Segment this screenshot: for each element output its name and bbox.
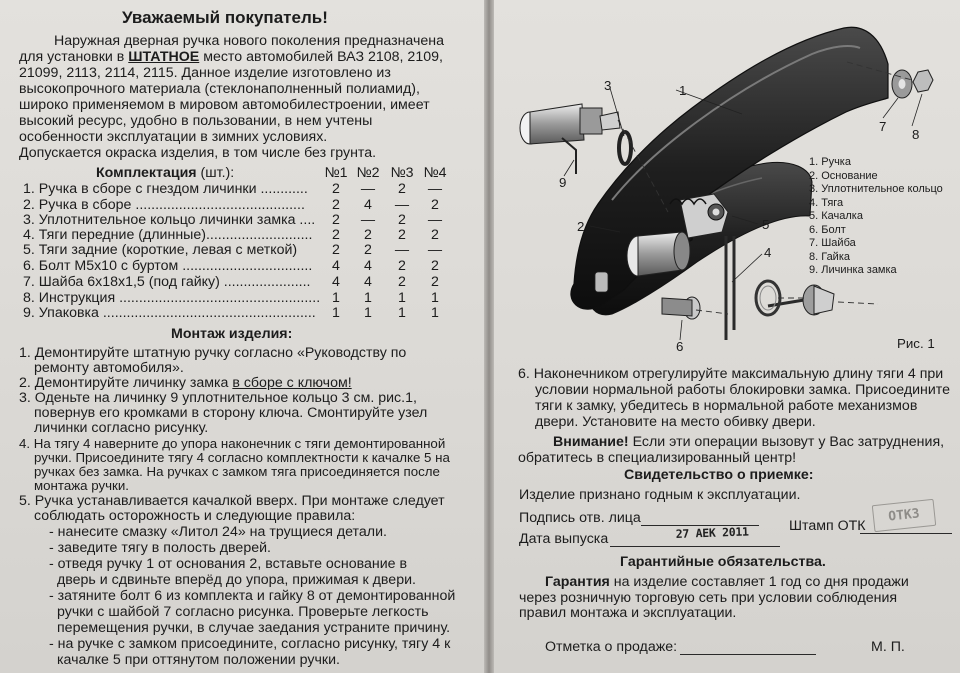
kit-cell: — xyxy=(360,181,376,197)
bolt-part xyxy=(662,297,700,319)
with-key-emphasis: в сборе с ключом! xyxy=(232,375,352,391)
kit-cell: 4 xyxy=(332,258,340,274)
step-6-line: 6. Наконечником отрегулируйте максимальную длину тяги 4 при xyxy=(518,366,944,382)
mount-step-1: 1. Демонтируйте штатную ручку согласно «Руководству по xyxy=(19,345,407,361)
legend-item: 2. Основание xyxy=(809,170,878,182)
mount-rule-cont: качалке 5 при оттянутом положении ручки. xyxy=(57,652,340,668)
stamp-line xyxy=(860,533,952,534)
mount-step-4-cont: монтажа ручки. xyxy=(34,478,129,493)
mount-step-3-cont: повернув его кромками в сторону ключа. Смонтируйте узел xyxy=(34,405,428,421)
kit-column-header: №1 xyxy=(324,165,348,181)
acceptance-heading: Свидетельство о приемке: xyxy=(624,467,814,483)
kit-cell: 2 xyxy=(431,197,439,213)
lock-cylinder-part xyxy=(520,104,620,174)
date-label: Дата выпуска xyxy=(519,531,609,547)
kit-row-label: 8. Инструкция ................................................... xyxy=(23,290,321,306)
mount-step-4: 4. На тягу 4 наверните до упора наконечник с тяги демонтированной xyxy=(19,436,446,451)
handle-screw-hole xyxy=(595,272,608,292)
kit-cell: — xyxy=(427,242,443,258)
intro-line: для установки в ШТАТНОЕ место автомобилей ВАЗ 2108, 2109, xyxy=(19,49,443,65)
figure-caption: Рис. 1 xyxy=(897,336,935,351)
legend-item: 1. Ручка xyxy=(809,156,851,168)
kit-cell: 1 xyxy=(431,290,439,306)
legend-item: 6. Болт xyxy=(809,224,846,236)
sale-mark-line xyxy=(680,654,816,655)
mount-step-1-cont: ремонту автомобиля». xyxy=(34,360,184,376)
kit-cell: 2 xyxy=(364,227,372,243)
kit-cell: — xyxy=(394,197,410,213)
stamp-label: Штамп ОТК xyxy=(789,518,866,534)
washer-part xyxy=(892,70,912,98)
step-6-line: условии нормальной работы блокировки замка. Присоедините xyxy=(535,382,951,398)
callout-7: 7 xyxy=(879,119,887,134)
mount-rule: - заведите тягу в полость дверей. xyxy=(49,540,271,556)
mount-heading: Монтаж изделия: xyxy=(171,326,293,342)
kit-column-header: №2 xyxy=(356,165,380,181)
legend-item: 4. Тяга xyxy=(809,197,844,209)
lower-ring-part xyxy=(756,281,780,315)
kit-cell: 1 xyxy=(332,305,340,321)
signature-label: Подпись отв. лица xyxy=(519,510,641,526)
kit-row-label: 3. Уплотнительное кольцо личинки замка .... xyxy=(23,212,316,228)
kit-row-label: 1. Ручка в сборе с гнездом личинки ............ xyxy=(23,181,308,197)
kit-row-label: 6. Болт М5х10 с буртом ................................. xyxy=(23,258,313,274)
kit-cell: 2 xyxy=(398,258,406,274)
callout-8: 8 xyxy=(912,127,920,142)
kit-row-label: 4. Тяги передние (длинные)........................... xyxy=(23,227,313,243)
kit-cell: 2 xyxy=(431,274,439,290)
kit-cell: 2 xyxy=(431,258,439,274)
kit-cell: — xyxy=(360,212,376,228)
callout-1: 1 xyxy=(679,83,687,98)
mount-rule-cont: ручки с шайбой 7 согласно рисунка. Проверьте легкость xyxy=(57,604,429,620)
step-6-line: тяги к замку, убедитесь в нормальной работе механизмов xyxy=(535,398,918,414)
callout-3: 3 xyxy=(604,78,612,93)
intro-line: широко применяемом в мировом автомобилестроении, имеет xyxy=(19,97,430,113)
mount-step-3-cont: личинки согласно рисунку. xyxy=(34,420,209,436)
kit-row-label: 5. Тяги задние (короткие, левая с меткой) xyxy=(23,242,298,258)
attention-line: Внимание! Если эти операции вызовут у Вас затруднения, xyxy=(553,434,945,450)
kit-column-header: №3 xyxy=(390,165,414,181)
mount-step-3: 3. Оденьте на личинку 9 уплотнительное кольцо 3 см. рис.1, xyxy=(19,390,417,406)
kit-cell: 1 xyxy=(431,305,439,321)
intro-line: высокопрочного материала (стеклонаполненный полиамид), xyxy=(19,81,420,97)
legend-item: 8. Гайка xyxy=(809,251,851,263)
legend-item: 3. Уплотнительное кольцо xyxy=(809,183,943,195)
kit-cell: — xyxy=(427,212,443,228)
kit-cell: 2 xyxy=(364,242,372,258)
kit-heading: Комплектация (шт.): xyxy=(96,165,235,181)
kit-cell: 2 xyxy=(398,227,406,243)
kit-cell: 4 xyxy=(364,197,372,213)
kit-cell: — xyxy=(394,242,410,258)
kit-cell: 2 xyxy=(398,212,406,228)
kit-cell: 1 xyxy=(364,305,372,321)
intro-line: Наружная дверная ручка нового поколения предназначена xyxy=(54,33,444,49)
callout-9: 9 xyxy=(559,175,567,190)
kit-cell: 4 xyxy=(332,274,340,290)
mount-rule-cont: дверь и сдвиньте вперёд до упора, прижимая к двери. xyxy=(57,572,416,588)
date-line xyxy=(610,546,780,547)
warranty-heading: Гарантийные обязательства. xyxy=(620,554,826,570)
attention-label: Внимание! xyxy=(553,434,629,450)
kit-cell: 1 xyxy=(332,290,340,306)
kit-column-header: №4 xyxy=(423,165,447,181)
intro-line: особенности эксплуатации в зимних условиях. xyxy=(19,129,328,145)
kit-cell: 2 xyxy=(332,181,340,197)
mount-rule: - на ручке с замком присоедините, согласно рисунку, тягу 4 к xyxy=(49,636,451,652)
cam-part xyxy=(803,285,834,315)
step-6-line: двери. Установите на место обивку двери. xyxy=(535,414,816,430)
kit-cell: 2 xyxy=(398,274,406,290)
attention-line: обратитесь в специализированный центр! xyxy=(518,450,797,466)
intro-line: 21099, 2113, 2114, 2115. Данное изделие изготовлено из xyxy=(19,65,391,81)
kit-cell: 4 xyxy=(364,258,372,274)
seal-ring-part xyxy=(619,132,631,164)
mount-step-5-cont: соблюдать осторожность и следующие правила: xyxy=(34,508,356,524)
otk-stamp: ОТК3 xyxy=(872,499,936,532)
mount-rule: - нанесите смазку «Литол 24» на трущиеся детали. xyxy=(49,524,387,540)
mount-step-2: 2. Демонтируйте личинку замка в сборе с ключом! xyxy=(19,375,352,391)
intro-line: высокий ресурс, удобно в пользовании, в нем учтены xyxy=(19,113,373,129)
kit-cell: 2 xyxy=(332,197,340,213)
kit-cell: 1 xyxy=(364,290,372,306)
kit-cell: 2 xyxy=(398,181,406,197)
mount-rule: - отведя ручку 1 от основания 2, вставьте основание в xyxy=(49,556,408,572)
callout-6: 6 xyxy=(676,339,684,354)
legend-item: 9. Личинка замка xyxy=(809,264,897,276)
callout-5: 5 xyxy=(762,217,770,232)
legend-item: 7. Шайба xyxy=(809,237,856,249)
kit-cell: — xyxy=(427,181,443,197)
legend-item: 5. Качалка xyxy=(809,210,863,222)
mount-rule: - затяните болт 6 из комплекта и гайку 8 от демонтированной xyxy=(49,588,456,604)
mount-rule-cont: перемещения ручки, в случае заедания устраните причину. xyxy=(57,620,451,636)
sale-mark-label: Отметка о продаже: xyxy=(545,639,678,655)
kit-row-label: 9. Упаковка ...................................................... xyxy=(23,305,316,321)
kit-cell: 1 xyxy=(398,290,406,306)
standard-place-emphasis: ШТАТНОЕ xyxy=(128,49,200,65)
page-title: Уважаемый покупатель! xyxy=(122,8,328,27)
kit-cell: 4 xyxy=(364,274,372,290)
warranty-line: Гарантия на изделие составляет 1 год со дня продажи xyxy=(545,574,909,590)
seal-place-label: М. П. xyxy=(871,639,905,655)
callout-4: 4 xyxy=(764,245,772,260)
kit-row-label: 7. Шайба 6х18х1,5 (под гайку) ...................... xyxy=(23,274,311,290)
acceptance-approved: Изделие признано годным к эксплуатации. xyxy=(519,487,801,503)
mount-step-4-cont: ручках без замка. На ручках с замком тяга присоединяется после xyxy=(34,464,440,479)
kit-row-label: 2. Ручка в сборе ........................................... xyxy=(23,197,305,213)
cylinder-sleeve xyxy=(627,232,690,276)
mount-step-5: 5. Ручка устанавливается качалкой вверх. При монтаже следует xyxy=(19,493,445,509)
warranty-label: Гарантия xyxy=(545,574,610,590)
kit-cell: 2 xyxy=(332,227,340,243)
nut-part xyxy=(913,70,933,92)
kit-cell: 1 xyxy=(398,305,406,321)
kit-cell: 2 xyxy=(332,242,340,258)
kit-cell: 2 xyxy=(332,212,340,228)
mount-step-4-cont: ручки. Присоедините тягу 4 согласно комплектности к качалке 5 на xyxy=(34,450,450,465)
callout-2: 2 xyxy=(577,219,585,234)
warranty-line: через розничную торговую сеть при условии соблюдения xyxy=(519,590,898,606)
issue-date-stamp: 27 АЕК 2011 xyxy=(675,524,749,541)
kit-cell: 2 xyxy=(431,227,439,243)
warranty-line: правил монтажа и эксплуатации. xyxy=(519,605,737,621)
intro-line: Допускается окраска изделия, в том числе без грунта. xyxy=(19,145,377,161)
